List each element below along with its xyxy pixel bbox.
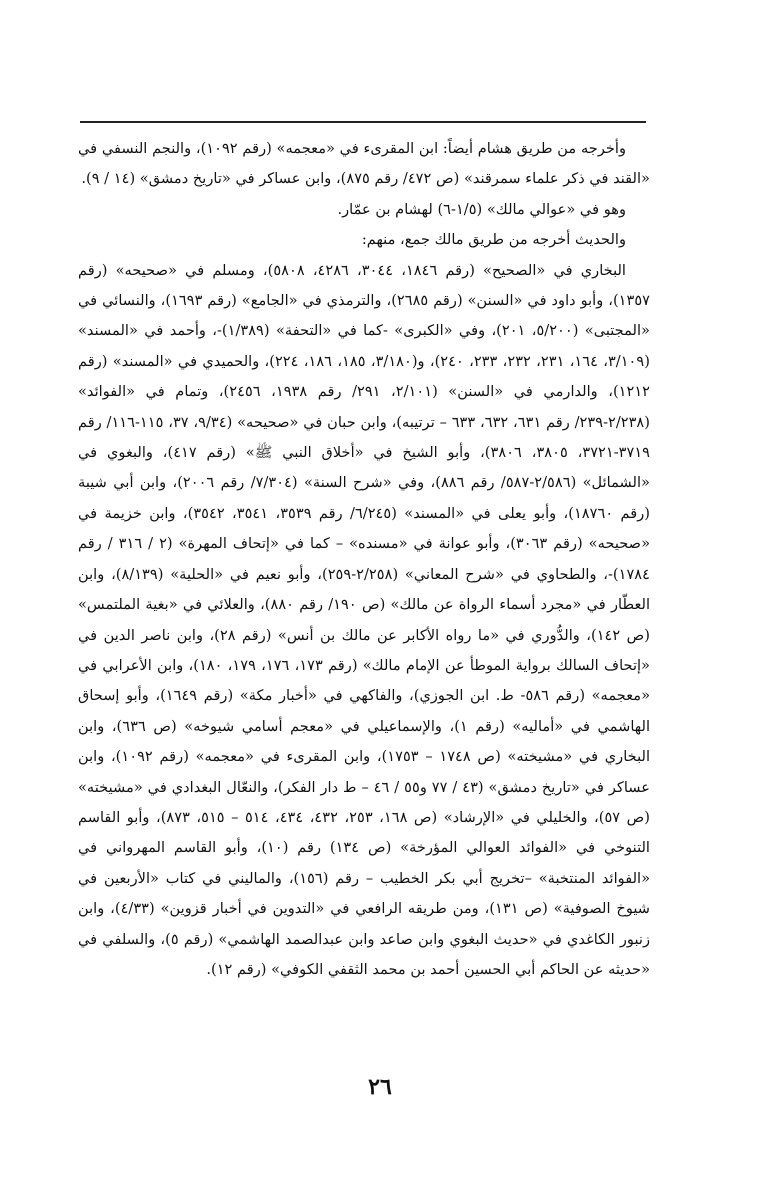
footnote-paragraph-4: البخاري في «الصحيح» (رقم ١٨٤٦، ٣٠٤٤، ٤٢٨٦، ٥٨٠٨)، ومسلم في «صحيحه» (رقم ١٣٥٧)، وأبو داود في «السنن» (رقم ٢٦٨٥)، والترمذي في «الجامع» (رقم ١٦٩٣)، والنسائي في «المجتبى» (٥/٢٠٠، ٢٠١)، وفي «الكبرى» -كما في «التحفة» (١/٣٨٩)-، وأحمد في «المسند» (٣/١٠٩، ١٦٤، ٢٣١، ٢٣٢، ٢٣٣، ٢٤٠)، و(٣/١٨٠، ١٨٥، ١٨٦، ٢٢٤)، والحميدي في «المسند» (رقم ١٢١٢)، والدارمي في «السنن» (٢/١٠١، ٢٩١/ رقم ١٩٣٨، ٢٤٥٦)، وتمام في «الفوائد» (٢/٢٣٨-٢٣٩/ رقم ٦٣١، ٦٣٢، ٦٣٣ – ترتيبه)، وابن حبان في «صحيحه» (٩/٣٤، ٣٧، ١١٥-١١٦/ رقم ٣٧١٩-٣٧٢١، ٣٨٠٥، ٣٨٠٦)، وأبو الشيخ في «أخلاق النبي ﷺ» (رقم ٤١٧)، والبغوي في «الشمائل» (٢/٥٨٦-٥٨٧/ رقم ٨٨٦)، وفي «شرح السنة» (٧/٣٠٤/ رقم ٢٠٠٦)، وابن أبي شيبة (رقم ١٨٧٦٠)، وأبو يعلى في «المسند» (٦/٢٤٥/ رقم ٣٥٣٩، ٣٥٤١، ٣٥٤٢)، وابن خزيمة في «صحيحه» (رقم ٣٠٦٣)، وأبو عوانة في «مسنده» – كما في «إتحاف المهرة» (٢ / ٣١٦ / رقم ١٧٨٤)-، والطحاوي في «شرح المعاني» (٢/٢٥٨-٢٥٩)، وأبو نعيم في «الحلية» (٨/١٣٩)، وابن العطّار في «مجرد أسماء الرواة عن مالك» (ص ١٩٠/ رقم ٨٨٠)، والعلائي في «بغية الملتمس» (ص ١٤٢)، والدُّوري في «ما رواه الأكابر عن مالك بن أنس» (رقم ٢٨)، وابن ناصر الدين في «إتحاف السالك برواية الموطأ عن الإمام مالك» (رقم ١٧٣، ١٧٦، ١٧٩، ١٨٠)، وابن الأعرابي في «معجمه» (رقم ٥٨٦- ط. ابن الجوزي)، والفاكهي في «أخبار مكة» (رقم ١٦٤٩)، وأبو إسحاق الهاشمي في «أماليه» (رقم ١)، والإسماعيلي في «معجم أسامي شيوخه» (ص ٦٣٦)، وابن البخاري في «مشيخته» (ص ١٧٤٨ – ١٧٥٣)، وابن المقرىء في «معجمه» (رقم ١٠٩٢)، وابن عساكر في «تاريخ دمشق» (٤٣ / ٧٧ و٥٥ / ٤٦ – ط دار الفكر)، والنعّال البغدادي في «مشيخته» (ص ٥٧)، والخليلي في «الإرشاد» (ص ١٦٨، ٢٥٣، ٤٣٢، ٤٣٤، ٥١٤ – ٥١٥، ٨٧٣)، وأبو القاسم التنوخي في «الفوائد العوالي المؤرخة» (ص ١٣٤) رقم (١٠)، وأبو القاسم المهرواني في «الفوائد المنتخبة» –تخريج أبي بكر الخطيب – رقم (١٥٦)، والماليني في كتاب «الأربعين في شيوخ الصوفية» (ص ١٣١)، ومن طريقه الرافعي في «التدوين في أخبار قزوين» (٤/٣٣)، وابن زنبور الكاغدي في «حديث البغوي وابن صاعد وابن عبدالصمد الهاشمي» (رقم ٥)، والسلفي في «حديثه عن الحاكم أبي الحسين أحمد بن محمد الثقفي الكوفي» (رقم ١٢).: [78, 261, 651, 978]
footnote-paragraph-2: وهو في «عوالي مالك» (١/٥-٦) لهشام بن عمّار.: [337, 200, 626, 218]
footnote-paragraph-1: وأخرجه من طريق هشام أيضاً: ابن المقرىء في «معجمه» (رقم ١٠٩٢)، والنجم النسفي في «القند في ذكر علماء سمرقند» (ص ٤٧٢/ رقم ٨٧٥)، وابن عساكر في «تاريخ دمشق» (١٤ / ٩).: [78, 140, 650, 188]
page-number: ٢٦: [368, 1074, 392, 1100]
footnote-separator-rule: [80, 121, 646, 123]
footnotes-block: [78, 134, 650, 985]
footnote-paragraph-3: والحديث أخرجه من طريق مالك جمع، منهم:: [361, 231, 626, 249]
